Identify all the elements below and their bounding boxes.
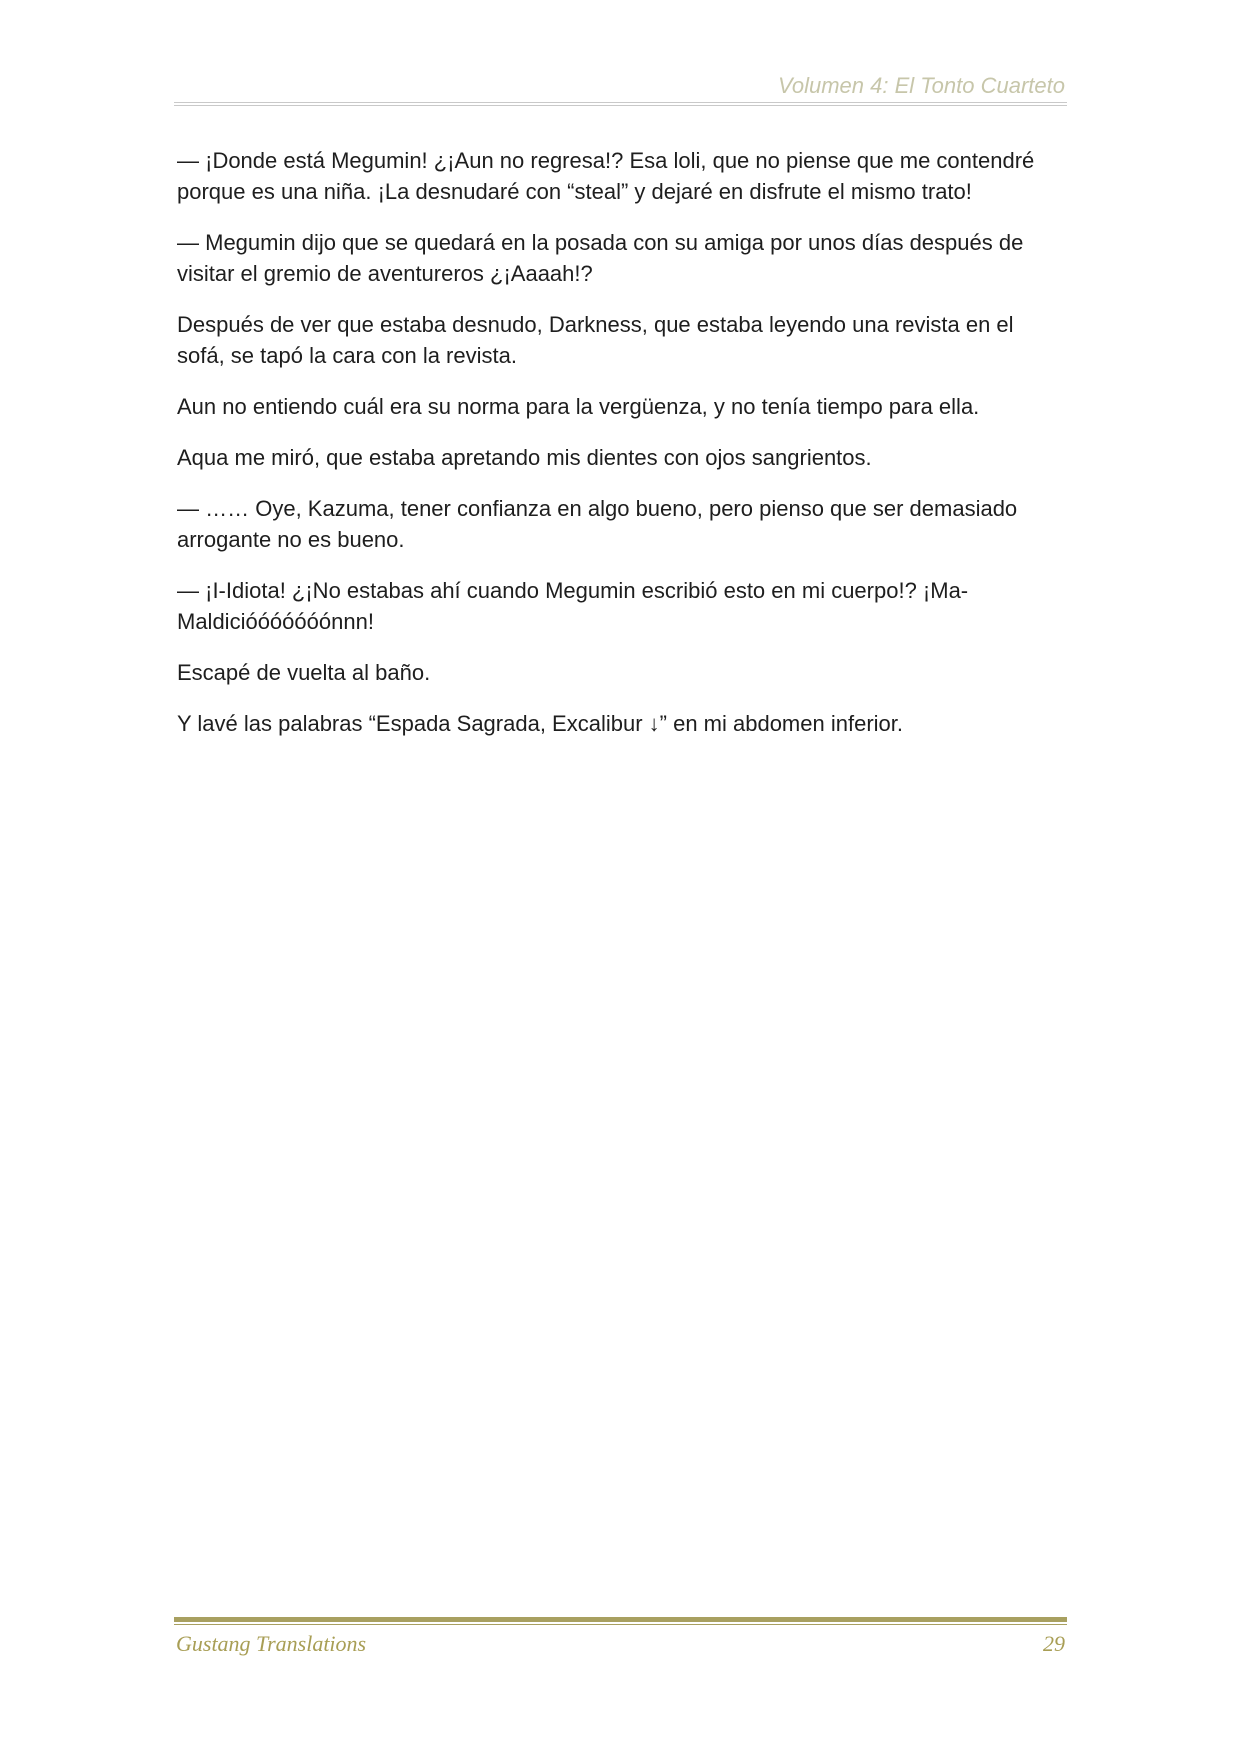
paragraph: Aun no entiendo cuál era su norma para la vergüenza, y no tenía tiempo para ella. — [177, 394, 980, 419]
running-header-title: Volumen 4: El Tonto Cuarteto — [778, 73, 1065, 98]
paragraph: Escapé de vuelta al baño. — [177, 660, 431, 685]
header-rule — [174, 102, 1067, 106]
page-footer — [174, 1617, 1067, 1665]
paragraph: — …… Oye, Kazuma, tener confianza en algo bueno, pero pienso que ser demasiado arrogante no es bueno. — [177, 496, 1018, 552]
footer-publisher: Gustang Translations — [176, 1631, 367, 1656]
paragraph: Después de ver que estaba desnudo, Darkness, que estaba leyendo una revista en el sofá, se tapó la cara con la revista. — [177, 312, 1014, 368]
body-text — [177, 145, 1067, 759]
footer-rule — [174, 1617, 1067, 1622]
page-header — [174, 72, 1067, 106]
paragraph: — Megumin dijo que se quedará en la posada con su amiga por unos días después de visitar el gremio de aventureros ¿¡Aaaah!? — [177, 230, 1024, 286]
paragraph: — ¡I-Idiota! ¿¡No estabas ahí cuando Megumin escribió esto en mi cuerpo!? ¡Ma-Maldicióóóóóóónnn! — [177, 578, 969, 634]
paragraph: Y lavé las palabras “Espada Sagrada, Excalibur ↓” en mi abdomen inferior. — [177, 711, 903, 736]
paragraph: — ¡Donde está Megumin! ¿¡Aun no regresa!? Esa loli, que no piense que me contendré porque es una niña. ¡La desnudaré con “steal” y dejaré en disfrute el mismo trato! — [177, 148, 1035, 204]
paragraph: Aqua me miró, que estaba apretando mis dientes con ojos sangrientos. — [177, 445, 872, 470]
footer-rule-thin — [174, 1624, 1067, 1625]
page-number: 29 — [1043, 1631, 1065, 1656]
